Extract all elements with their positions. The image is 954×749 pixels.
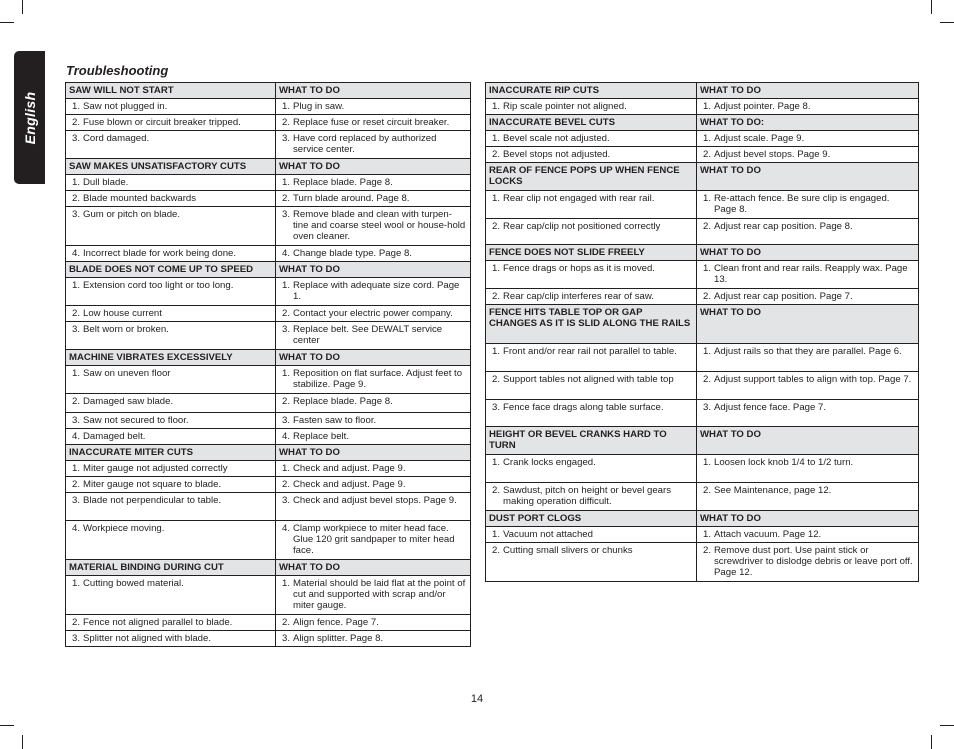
table-header-row [486,245,919,261]
item-number: 1. [703,133,712,144]
item-number: 2. [703,149,712,160]
table-row [66,246,471,262]
problem-cell [66,322,276,350]
table-row [66,615,471,631]
table-row [66,115,471,131]
item-number: 3. [72,415,81,426]
solution-cell [276,306,471,322]
item-text: Miter gauge not adjusted correctly [83,463,228,474]
troubleshooting-table-right [485,82,919,582]
item-text: Bevel scale not adjusted. [503,133,610,144]
table-header-row [66,350,471,366]
item-number: 1. [492,529,501,540]
table-row [66,493,471,521]
item-text: Damaged saw blade. [83,396,174,407]
problem-heading: SAW WILL NOT START [66,83,276,99]
table-header-row [66,83,471,99]
what-to-do-heading: WHAT TO DO [697,163,919,191]
what-to-do-heading: WHAT TO DO [697,83,919,99]
what-to-do-heading: WHAT TO DO [697,427,919,455]
item-text: Fence face drags along table surface. [503,402,664,413]
solution-cell [697,289,919,305]
item-text: Remove dust port. Use paint stick or screwdriver to dislodge debris or leave port off. Page 12. [714,545,913,578]
problem-cell [66,246,276,262]
item-number: 3. [72,324,81,335]
table-row [66,306,471,322]
item-number: 4. [282,248,291,259]
item-text: Material should be laid flat at the point of cut and supported with scrap and/or miter gauge. [293,578,466,611]
item-text: Align fence. Page 7. [293,617,379,628]
what-to-do-heading: WHAT TO DO [276,83,471,99]
item-number: 2. [492,485,501,496]
item-text: Replace belt. See DEWALT service center [293,324,443,346]
solution-cell [276,429,471,445]
item-number: 3. [282,633,291,644]
page-number: 14 [470,693,484,705]
item-text: Change blade type. Page 8. [293,248,412,259]
item-number: 3. [72,133,81,144]
problem-heading: SAW MAKES UNSATISFACTORY CUTS [66,159,276,175]
item-number: 1. [703,529,712,540]
item-number: 2. [492,291,501,302]
item-number: 1. [72,177,81,188]
item-text: Plug in saw. [293,101,345,112]
problem-cell [66,394,276,413]
item-number: 1. [72,280,81,291]
table-row [66,521,471,560]
troubleshooting-table-left [65,82,471,647]
item-text: Miter gauge not square to blade. [83,479,222,490]
item-text: Attach vacuum. Page 12. [714,529,822,540]
crop-mark [940,22,954,23]
problem-heading: INACCURATE BEVEL CUTS [486,115,697,131]
what-to-do-heading: WHAT TO DO [697,511,919,527]
solution-cell [697,543,919,582]
language-tab-label: English [21,91,38,144]
problem-cell [66,278,276,306]
item-number: 1. [72,463,81,474]
item-number: 2. [72,617,81,628]
item-text: Check and adjust. Page 9. [293,463,406,474]
table-row [486,372,919,400]
item-text: Re-attach fence. Be sure clip is engaged. Page 8. [714,193,890,215]
solution-cell [697,455,919,483]
table-row [486,147,919,163]
item-text: Low house current [83,308,162,319]
item-text: Fasten saw to floor. [293,415,377,426]
item-text: Replace with adequate size cord. Page 1. [293,280,460,302]
item-number: 1. [72,101,81,112]
problem-cell [66,461,276,477]
problem-cell [66,306,276,322]
solution-cell [276,366,471,394]
problem-heading: BLADE DOES NOT COME UP TO SPEED [66,262,276,278]
item-number: 2. [492,221,501,232]
table-row [66,207,471,246]
problem-cell [486,289,697,305]
item-text: Adjust bevel stops. Page 9. [714,149,831,160]
item-text: Adjust pointer. Page 8. [714,101,811,112]
item-text: Adjust rear cap position. Page 8. [714,221,853,232]
solution-cell [697,527,919,543]
table-row [486,99,919,115]
table-row [486,219,919,245]
solution-cell [276,576,471,615]
table-header-row [66,262,471,278]
solution-cell [697,99,919,115]
problem-cell [486,372,697,400]
item-text: See Maintenance, page 12. [714,485,832,496]
item-number: 4. [72,248,81,259]
item-number: 2. [703,221,712,232]
problem-heading: MACHINE VIBRATES EXCESSIVELY [66,350,276,366]
table-header-row [486,427,919,455]
table-row [66,477,471,493]
table-header-row [486,163,919,191]
item-number: 3. [282,415,291,426]
solution-cell [276,207,471,246]
item-text: Bevel stops not adjusted. [503,149,611,160]
item-number: 2. [72,193,81,204]
item-number: 1. [492,193,501,204]
item-text: Replace fuse or reset circuit breaker. [293,117,450,128]
table-row [66,366,471,394]
item-number: 1. [703,457,712,468]
item-number: 1. [282,177,291,188]
item-number: 4. [282,523,291,534]
item-number: 1. [492,101,501,112]
item-number: 2. [282,396,291,407]
what-to-do-heading: WHAT TO DO [276,262,471,278]
item-text: Front and/or rear rail not parallel to table. [503,346,677,357]
solution-cell [276,413,471,429]
item-number: 2. [282,308,291,319]
item-number: 3. [72,209,81,220]
solution-cell [276,278,471,306]
section-title: Troubleshooting [66,63,169,78]
item-text: Vacuum not attached [503,529,593,540]
item-text: Support tables not aligned with table top [503,374,674,385]
item-number: 1. [72,368,81,379]
solution-cell [697,344,919,372]
problem-heading: DUST PORT CLOGS [486,511,697,527]
table-header-row [66,159,471,175]
item-number: 1. [282,368,291,379]
problem-cell [66,207,276,246]
item-number: 4. [72,523,81,534]
item-number: 2. [72,308,81,319]
item-number: 1. [72,578,81,589]
problem-cell [66,615,276,631]
item-number: 2. [703,485,712,496]
table-row [66,278,471,306]
problem-heading: FENCE DOES NOT SLIDE FREELY [486,245,697,261]
solution-cell [697,219,919,245]
item-number: 2. [72,479,81,490]
item-text: Have cord replaced by authorized service center. [293,133,437,155]
item-text: Turn blade around. Page 8. [293,193,410,204]
table-header-row [486,511,919,527]
problem-cell [486,131,697,147]
item-number: 1. [282,101,291,112]
crop-mark [0,22,14,23]
table-header-row [486,83,919,99]
table-row [66,461,471,477]
problem-heading: FENCE HITS TABLE TOP OR GAP CHANGES AS IT IS SLID ALONG THE RAILS [486,305,697,344]
table-row [66,131,471,159]
table-header-row [486,115,919,131]
item-text: Saw not secured to floor. [83,415,189,426]
solution-cell [276,246,471,262]
table-header-row [66,445,471,461]
item-text: Adjust fence face. Page 7. [714,402,827,413]
item-text: Remove blade and clean with turpen-tine and coarse steel wool or house-hold oven cleaner. [293,209,466,242]
item-number: 3. [282,324,291,335]
item-text: Saw not plugged in. [83,101,168,112]
item-number: 3. [282,495,291,506]
item-number: 2. [492,149,501,160]
table-row [66,99,471,115]
table-row [486,289,919,305]
item-number: 2. [703,545,712,556]
item-number: 2. [282,193,291,204]
solution-cell [697,372,919,400]
crop-mark [22,735,23,749]
item-number: 1. [492,346,501,357]
table-row [486,527,919,543]
item-text: Extension cord too light or too long. [83,280,234,291]
item-text: Fuse blown or circuit breaker tripped. [83,117,241,128]
item-number: 1. [703,263,712,274]
crop-mark [931,0,932,14]
item-number: 4. [282,431,291,442]
crop-mark [940,725,954,726]
item-text: Fence drags or hops as it is moved. [503,263,655,274]
item-number: 3. [492,402,501,413]
solution-cell [276,615,471,631]
item-text: Fence not aligned parallel to blade. [83,617,233,628]
solution-cell [276,521,471,560]
solution-cell [276,175,471,191]
solution-cell [697,147,919,163]
item-number: 2. [282,117,291,128]
table-row [486,344,919,372]
item-text: Reposition on flat surface. Adjust feet to stabilize. Page 9. [293,368,463,390]
problem-heading: REAR OF FENCE POPS UP WHEN FENCE LOCKS [486,163,697,191]
problem-heading: MATERIAL BINDING DURING CUT [66,560,276,576]
table-row [66,394,471,413]
item-text: Cutting bowed material. [83,578,184,589]
solution-cell [697,483,919,511]
solution-cell [276,99,471,115]
item-text: Replace belt. [293,431,349,442]
crop-mark [0,725,14,726]
what-to-do-heading: WHAT TO DO [276,350,471,366]
problem-cell [66,115,276,131]
item-text: Clean front and rear rails. Reapply wax. Page 13. [714,263,908,285]
item-number: 2. [492,545,501,556]
table-row [486,455,919,483]
item-text: Blade not perpendicular to table. [83,495,222,506]
what-to-do-heading: WHAT TO DO: [697,115,919,131]
item-text: Adjust rails so that they are parallel. Page 6. [714,346,902,357]
problem-cell [66,477,276,493]
problem-cell [66,521,276,560]
item-number: 1. [492,457,501,468]
table-row [66,413,471,429]
item-text: Contact your electric power company. [293,308,453,319]
item-text: Adjust support tables to align with top. Page 7. [714,374,912,385]
crop-mark [931,735,932,749]
item-text: Saw on uneven floor [83,368,171,379]
table-header-row [486,305,919,344]
item-text: Sawdust, pitch on height or bevel gears making operation difficult. [503,485,671,507]
item-text: Rear cap/clip not positioned correctly [503,221,661,232]
item-number: 2. [72,396,81,407]
problem-cell [66,99,276,115]
item-text: Gum or pitch on blade. [83,209,181,220]
item-number: 1. [492,133,501,144]
table-row [66,429,471,445]
what-to-do-heading: WHAT TO DO [276,159,471,175]
item-text: Incorrect blade for work being done. [83,248,237,259]
solution-cell [276,631,471,647]
item-number: 3. [72,633,81,644]
item-number: 1. [703,101,712,112]
item-number: 2. [703,374,712,385]
table-row [486,261,919,289]
item-text: Adjust rear cap position. Page 7. [714,291,853,302]
item-text: Belt worn or broken. [83,324,169,335]
table-row [486,543,919,582]
solution-cell [276,115,471,131]
problem-cell [66,413,276,429]
item-text: Replace blade. Page 8. [293,396,393,407]
item-number: 4. [72,431,81,442]
item-number: 2. [282,617,291,628]
item-number: 3. [282,133,291,144]
item-number: 2. [703,291,712,302]
problem-cell [486,455,697,483]
solution-cell [276,394,471,413]
item-number: 2. [72,117,81,128]
item-text: Workpiece moving. [83,523,165,534]
solution-cell [276,322,471,350]
item-text: Rip scale pointer not aligned. [503,101,627,112]
problem-cell [66,493,276,521]
solution-cell [276,131,471,159]
table-row [486,131,919,147]
problem-cell [486,219,697,245]
item-number: 1. [282,578,291,589]
table-header-row [66,560,471,576]
item-text: Loosen lock knob 1/4 to 1/2 turn. [714,457,854,468]
problem-cell [486,344,697,372]
problem-cell [66,131,276,159]
item-text: Cord damaged. [83,133,150,144]
table-row [486,191,919,219]
item-number: 2. [492,374,501,385]
what-to-do-heading: WHAT TO DO [697,305,919,344]
problem-cell [486,99,697,115]
item-number: 3. [703,402,712,413]
crop-mark [22,0,23,14]
item-number: 3. [72,495,81,506]
item-text: Check and adjust. Page 9. [293,479,406,490]
problem-cell [66,191,276,207]
solution-cell [697,261,919,289]
solution-cell [276,477,471,493]
problem-cell [486,261,697,289]
language-tab [14,51,45,184]
problem-cell [486,400,697,427]
table-row [66,322,471,350]
item-text: Damaged belt. [83,431,146,442]
item-text: Clamp workpiece to miter head face. Glue 120 grit sandpaper to miter head face. [293,523,455,556]
item-text: Rear clip not engaged with rear rail. [503,193,655,204]
item-text: Replace blade. Page 8. [293,177,393,188]
problem-cell [66,175,276,191]
problem-cell [486,147,697,163]
solution-cell [276,461,471,477]
item-text: Cutting small slivers or chunks [503,545,633,556]
solution-cell [276,191,471,207]
problem-cell [486,483,697,511]
item-text: Dull blade. [83,177,129,188]
problem-heading: HEIGHT OR BEVEL CRANKS HARD TO TURN [486,427,697,455]
problem-cell [486,527,697,543]
item-text: Rear cap/clip interferes rear of saw. [503,291,654,302]
item-number: 1. [703,193,712,204]
item-text: Adjust scale. Page 9. [714,133,805,144]
item-text: Align splitter. Page 8. [293,633,384,644]
item-number: 1. [282,463,291,474]
item-text: Check and adjust bevel stops. Page 9. [293,495,457,506]
item-text: Crank locks engaged. [503,457,596,468]
item-number: 1. [282,280,291,291]
table-row [486,400,919,427]
problem-cell [66,366,276,394]
table-row [66,175,471,191]
problem-cell [486,191,697,219]
problem-cell [66,576,276,615]
problem-heading: INACCURATE MITER CUTS [66,445,276,461]
problem-cell [486,543,697,582]
solution-cell [697,131,919,147]
solution-cell [697,400,919,427]
item-text: Blade mounted backwards [83,193,197,204]
table-row [66,631,471,647]
item-number: 2. [282,479,291,490]
item-number: 1. [492,263,501,274]
item-number: 1. [703,346,712,357]
what-to-do-heading: WHAT TO DO [276,445,471,461]
solution-cell [697,191,919,219]
item-text: Splitter not aligned with blade. [83,633,211,644]
item-number: 3. [282,209,291,220]
problem-heading: INACCURATE RIP CUTS [486,83,697,99]
table-row [66,191,471,207]
table-row [66,576,471,615]
problem-cell [66,631,276,647]
solution-cell [276,493,471,521]
what-to-do-heading: WHAT TO DO [697,245,919,261]
what-to-do-heading: WHAT TO DO [276,560,471,576]
problem-cell [66,429,276,445]
table-row [486,483,919,511]
